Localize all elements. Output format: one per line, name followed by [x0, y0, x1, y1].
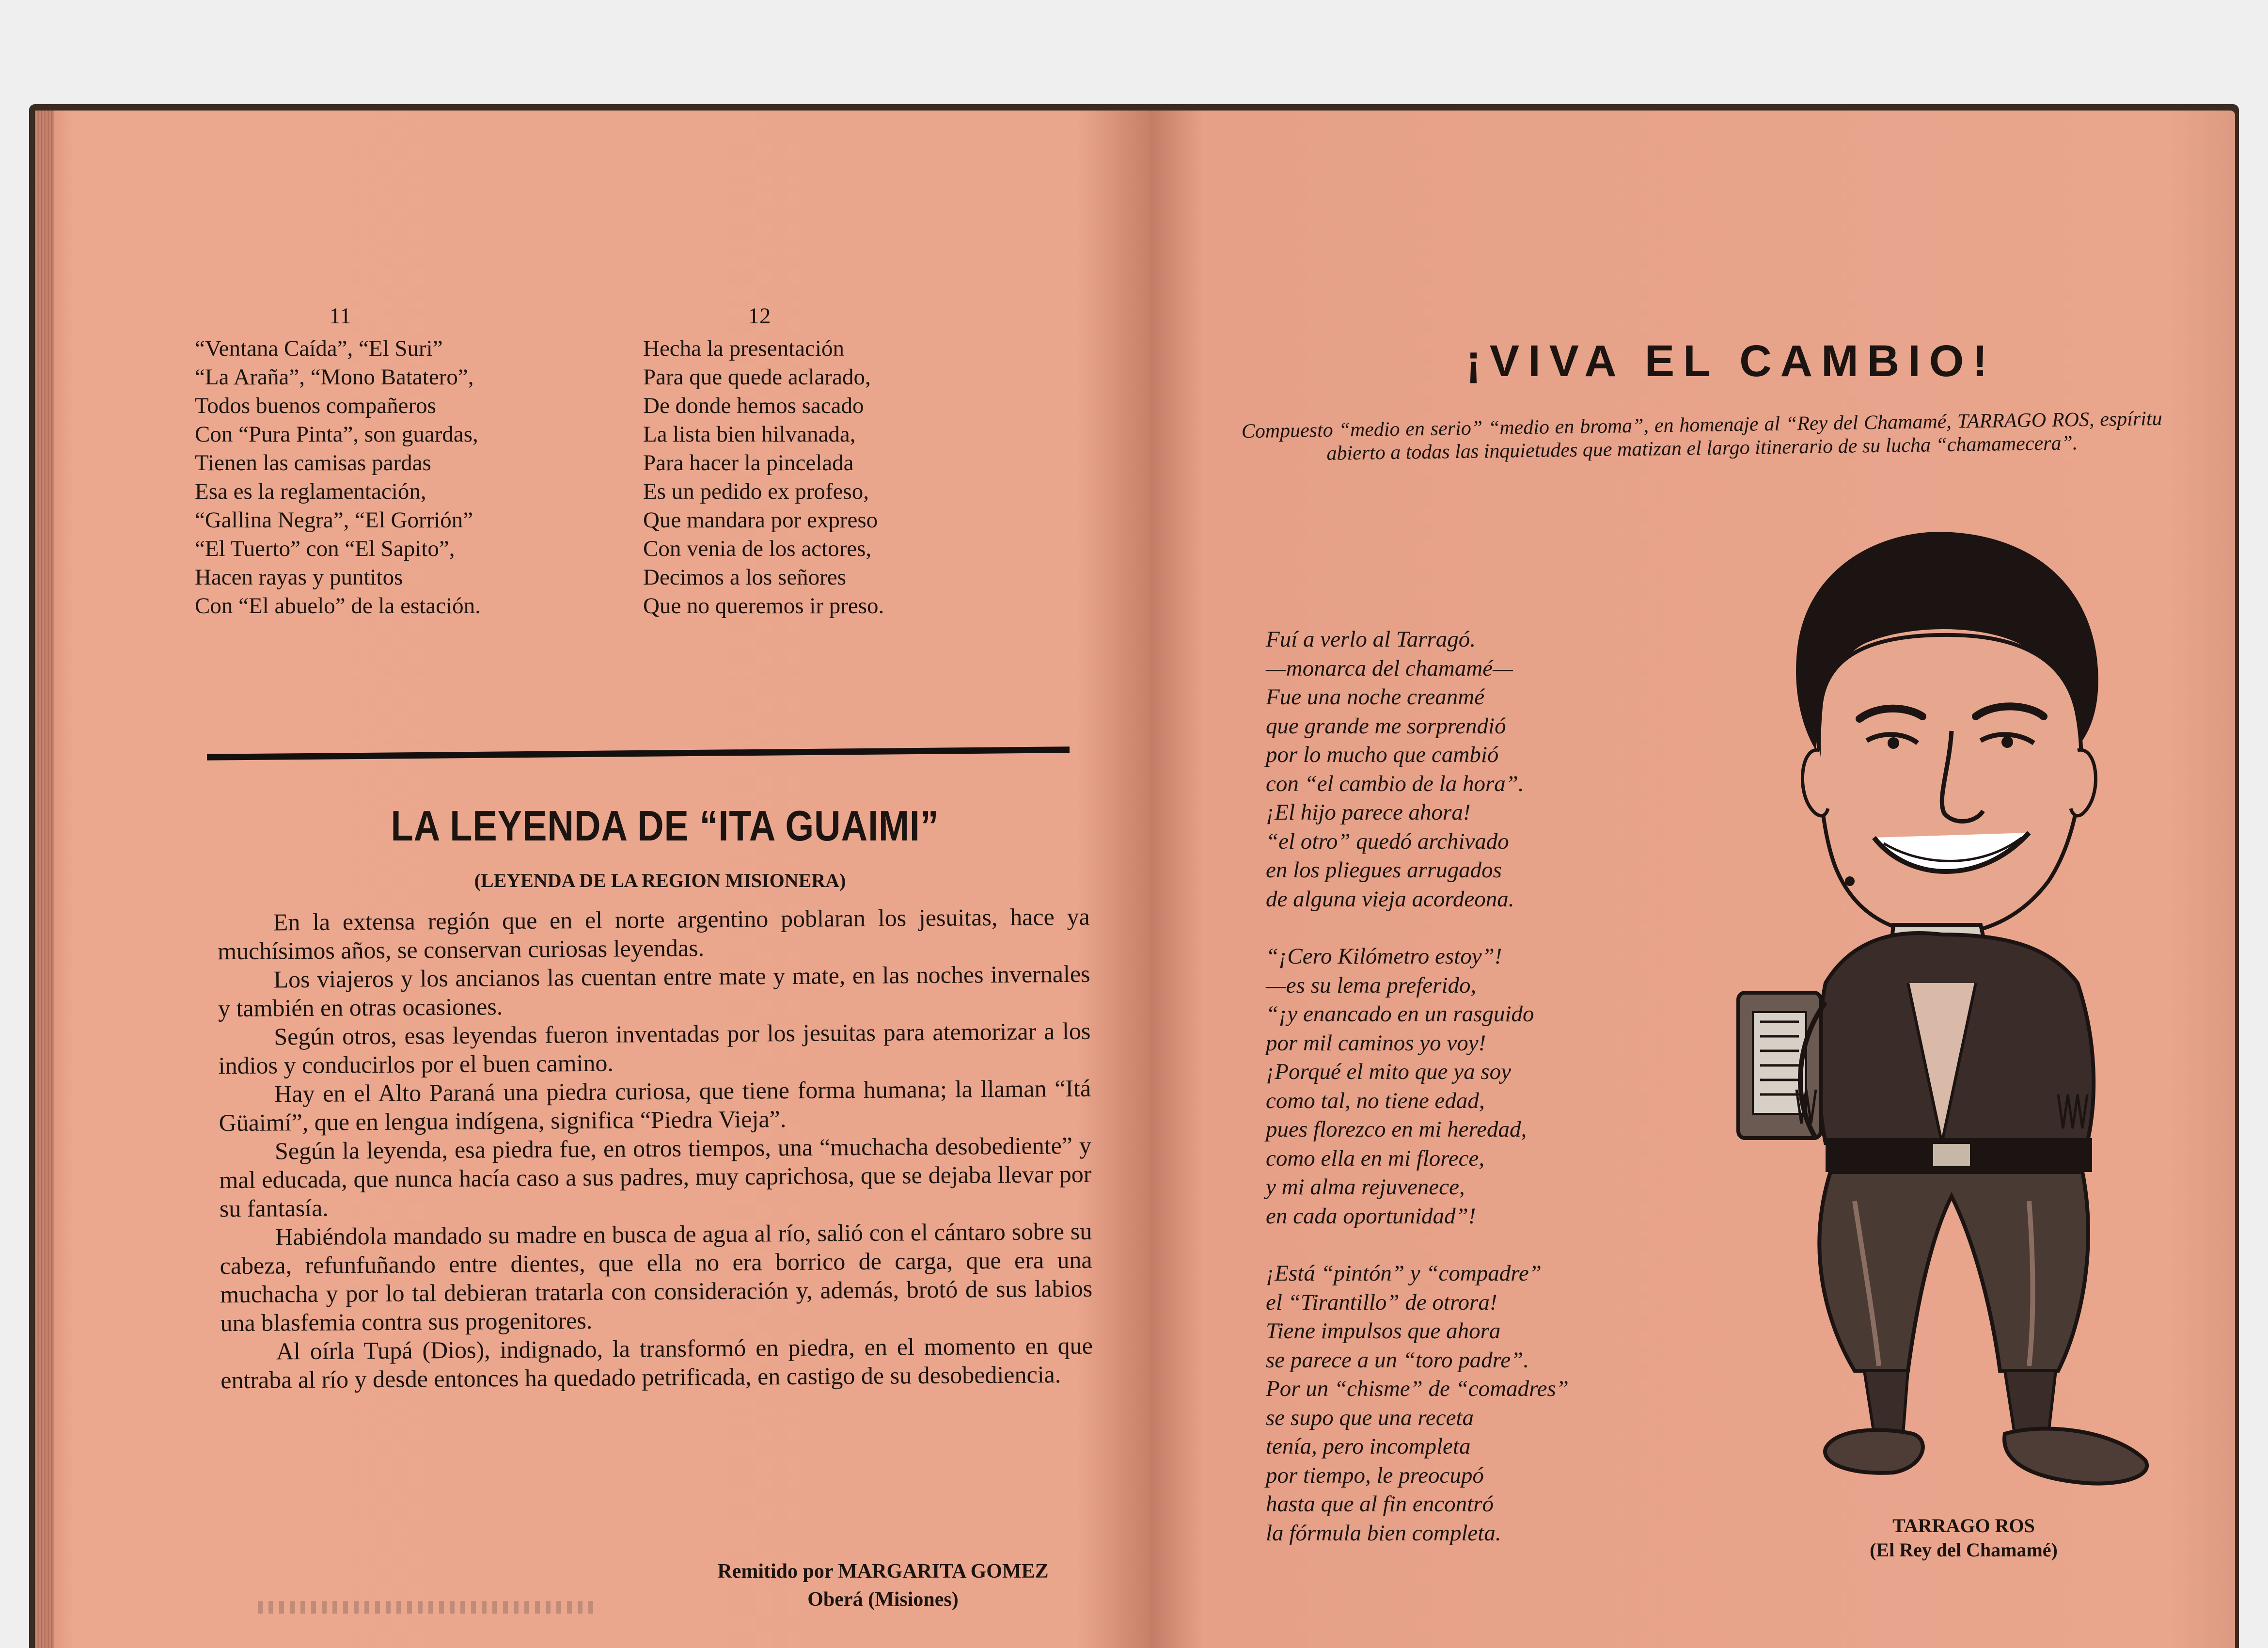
poem-line: como tal, no tiene edad, [1266, 1088, 1485, 1113]
song-line: Para que quede aclarado, [643, 364, 871, 390]
legend-paragraph: Los viajeros y los ancianos las cuentan entre mate y mate, en las noches invernales y también en otras ocasiones. [218, 960, 1090, 1022]
poem-line: —es su lema preferido, [1266, 972, 1477, 998]
poem-line: —monarca del chamamé— [1266, 655, 1513, 681]
poem-line: Tiene impulsos que ahora [1266, 1318, 1501, 1344]
caption-name: TARRAGO ROS [1892, 1515, 2035, 1537]
poem-line: pues florezco en mi heredad, [1266, 1117, 1527, 1142]
legend-paragraph: Al oírla Tupá (Dios), indignado, la transformó en piedra, en el momento en que entraba al río y desde entonces ha quedado petrificada, en castigo de su desobediencia. [220, 1331, 1093, 1394]
song-line: “Ventana Caída”, “El Suri” [195, 336, 443, 361]
poem-line: que grande me sorprendió [1266, 713, 1506, 739]
song-number: 12 [748, 303, 771, 329]
legend-paragraph: Según otros, esas leyendas fueron inventadas por los jesuitas para atemorizar a los indios y conducirlos por el buen camino. [218, 1017, 1091, 1079]
legend-title: LA LEYENDA DE “ITA GUAIMI” [391, 802, 939, 850]
section-divider [207, 746, 1070, 761]
poem-line: “¡Cero Kilómetro estoy”! [1266, 944, 1502, 969]
song-line: Es un pedido ex profeso, [643, 479, 869, 504]
dedication-intro: Compuesto “medio en serio” “medio en broma”, en homenaje al “Rey del Chamamé, TARRAGO ROS, espíritu abierto a todas las inquietudes que matizan el largo itinerario de su lucha “chamamecera”. [1241, 407, 2162, 465]
credit-author: Remitido por MARGARITA GOMEZ [717, 1560, 1049, 1583]
poem-line: tenía, pero incompleta [1266, 1434, 1471, 1459]
poem-stanza [1266, 625, 1750, 914]
poem-line: por mil caminos yo voy! [1266, 1030, 1486, 1056]
song-number: 11 [329, 303, 351, 329]
poem-line: en los pliegues arrugados [1266, 857, 1502, 883]
poem-line: ¡El hijo parece ahora! [1266, 800, 1471, 825]
poem-line: y mi alma rejuvenece, [1266, 1174, 1465, 1200]
legend-subtitle: (LEYENDA DE LA REGION MISIONERA) [474, 870, 846, 891]
poem-line: la fórmula bien completa. [1266, 1520, 1501, 1546]
legend-body [218, 903, 1093, 1395]
open-booklet [35, 111, 2235, 1648]
credit-place: Oberá (Misiones) [807, 1588, 959, 1611]
song-line: Con “Pura Pinta”, son guardas, [195, 422, 478, 447]
right-page [1150, 111, 2235, 1648]
song-line: “Gallina Negra”, “El Gorrión” [195, 507, 473, 533]
song-line: Tienen las camisas pardas [195, 450, 431, 475]
poem-line: por lo mucho que cambió [1266, 742, 1499, 767]
song-line: Para hacer la pincelada [643, 450, 854, 475]
left-page [35, 111, 1150, 1648]
poem-line: hasta que al fin encontró [1266, 1491, 1494, 1517]
legend-paragraph: Según la leyenda, esa piedra fue, en otros tiempos, una “muchacha desobediente” y mal educada, que nunca hacía caso a sus padres, muy caprichosa, que se dejaba llevar por su fantasía. [219, 1131, 1092, 1222]
song-line: “El Tuerto” con “El Sapito”, [195, 536, 455, 561]
poem [1266, 625, 1750, 1576]
poem-line: ¡Está “pintón” y “compadre” [1266, 1261, 1542, 1286]
song-line: Todos buenos compañeros [195, 393, 436, 418]
legend-paragraph: Habiéndola mandado su madre en busca de agua al río, salió con el cántaro sobre su cabeza, refunfuñando entre dientes, que ella no era borrico de carga, que era una muchacha y por lo tal debieran tratarla con consideración y, además, brotó de sus labios una blasfemia contra sus progenitores. [220, 1217, 1093, 1337]
page-edges [35, 111, 54, 1648]
caricature-caption [1806, 1514, 2121, 1562]
tarrago-ros-caricature [1680, 498, 2204, 1516]
legend-credit [665, 1557, 1101, 1614]
song-line: Hecha la presentación [643, 336, 844, 361]
poem-line: ¡Porqué el mito que ya soy [1266, 1059, 1512, 1084]
poem-line: el “Tirantillo” de otrora! [1266, 1289, 1497, 1315]
song-line: Que mandara por expreso [643, 507, 878, 533]
poem-line: “el otro” quedó archivado [1266, 828, 1509, 854]
song-line: Esa es la reglamentación, [195, 479, 426, 504]
poem-line: por tiempo, le preocupó [1266, 1462, 1484, 1488]
poem-line: “¡y enancado en un rasguido [1266, 1001, 1534, 1027]
song-line: Con venia de los actores, [643, 536, 872, 561]
song-line: De donde hemos sacado [643, 393, 864, 418]
legend-paragraph: Hay en el Alto Paraná una piedra curiosa, que tiene forma humana; la llaman “Itá Güaimí”, que en lengua indígena, significa “Piedra Vieja”. [219, 1074, 1091, 1137]
legend-paragraph: En la extensa región que en el norte argentino poblaran los jesuitas, hace ya muchísimos años, se conservan curiosas leyendas. [217, 903, 1090, 965]
poem-line: como ella en mi florece, [1266, 1145, 1485, 1171]
poem-line: Fuí a verlo al Tarragó. [1266, 627, 1476, 652]
song-line: Decimos a los señores [643, 565, 846, 590]
song-line: La lista bien hilvanada, [643, 422, 856, 447]
song-11 [195, 302, 631, 620]
song-line: Con “El abuelo” de la estación. [195, 593, 481, 618]
song-line: Que no queremos ir preso. [643, 593, 884, 618]
caption-subtitle: (El Rey del Chamamé) [1870, 1539, 2058, 1561]
poem-stanza [1266, 1259, 1750, 1548]
page-title: ¡VIVA EL CAMBIO! [1466, 336, 1996, 386]
song-line: “La Araña”, “Mono Batatero”, [195, 364, 474, 390]
poem-stanza [1266, 942, 1750, 1231]
poem-line: Fue una noche creanmé [1266, 684, 1485, 710]
ink-smudge [258, 1601, 597, 1614]
song-line: Hacen rayas y puntitos [195, 565, 403, 590]
poem-line: Por un “chisme” de “comadres” [1266, 1376, 1569, 1401]
song-12 [643, 302, 1040, 620]
poem-line: se supo que una receta [1266, 1405, 1474, 1430]
poem-line: en cada oportunidad”! [1266, 1203, 1476, 1229]
poem-line: se parece a un “toro padre”. [1266, 1347, 1529, 1373]
poem-line: con “el cambio de la hora”. [1266, 771, 1524, 796]
poem-line: de alguna vieja acordeona. [1266, 886, 1514, 912]
